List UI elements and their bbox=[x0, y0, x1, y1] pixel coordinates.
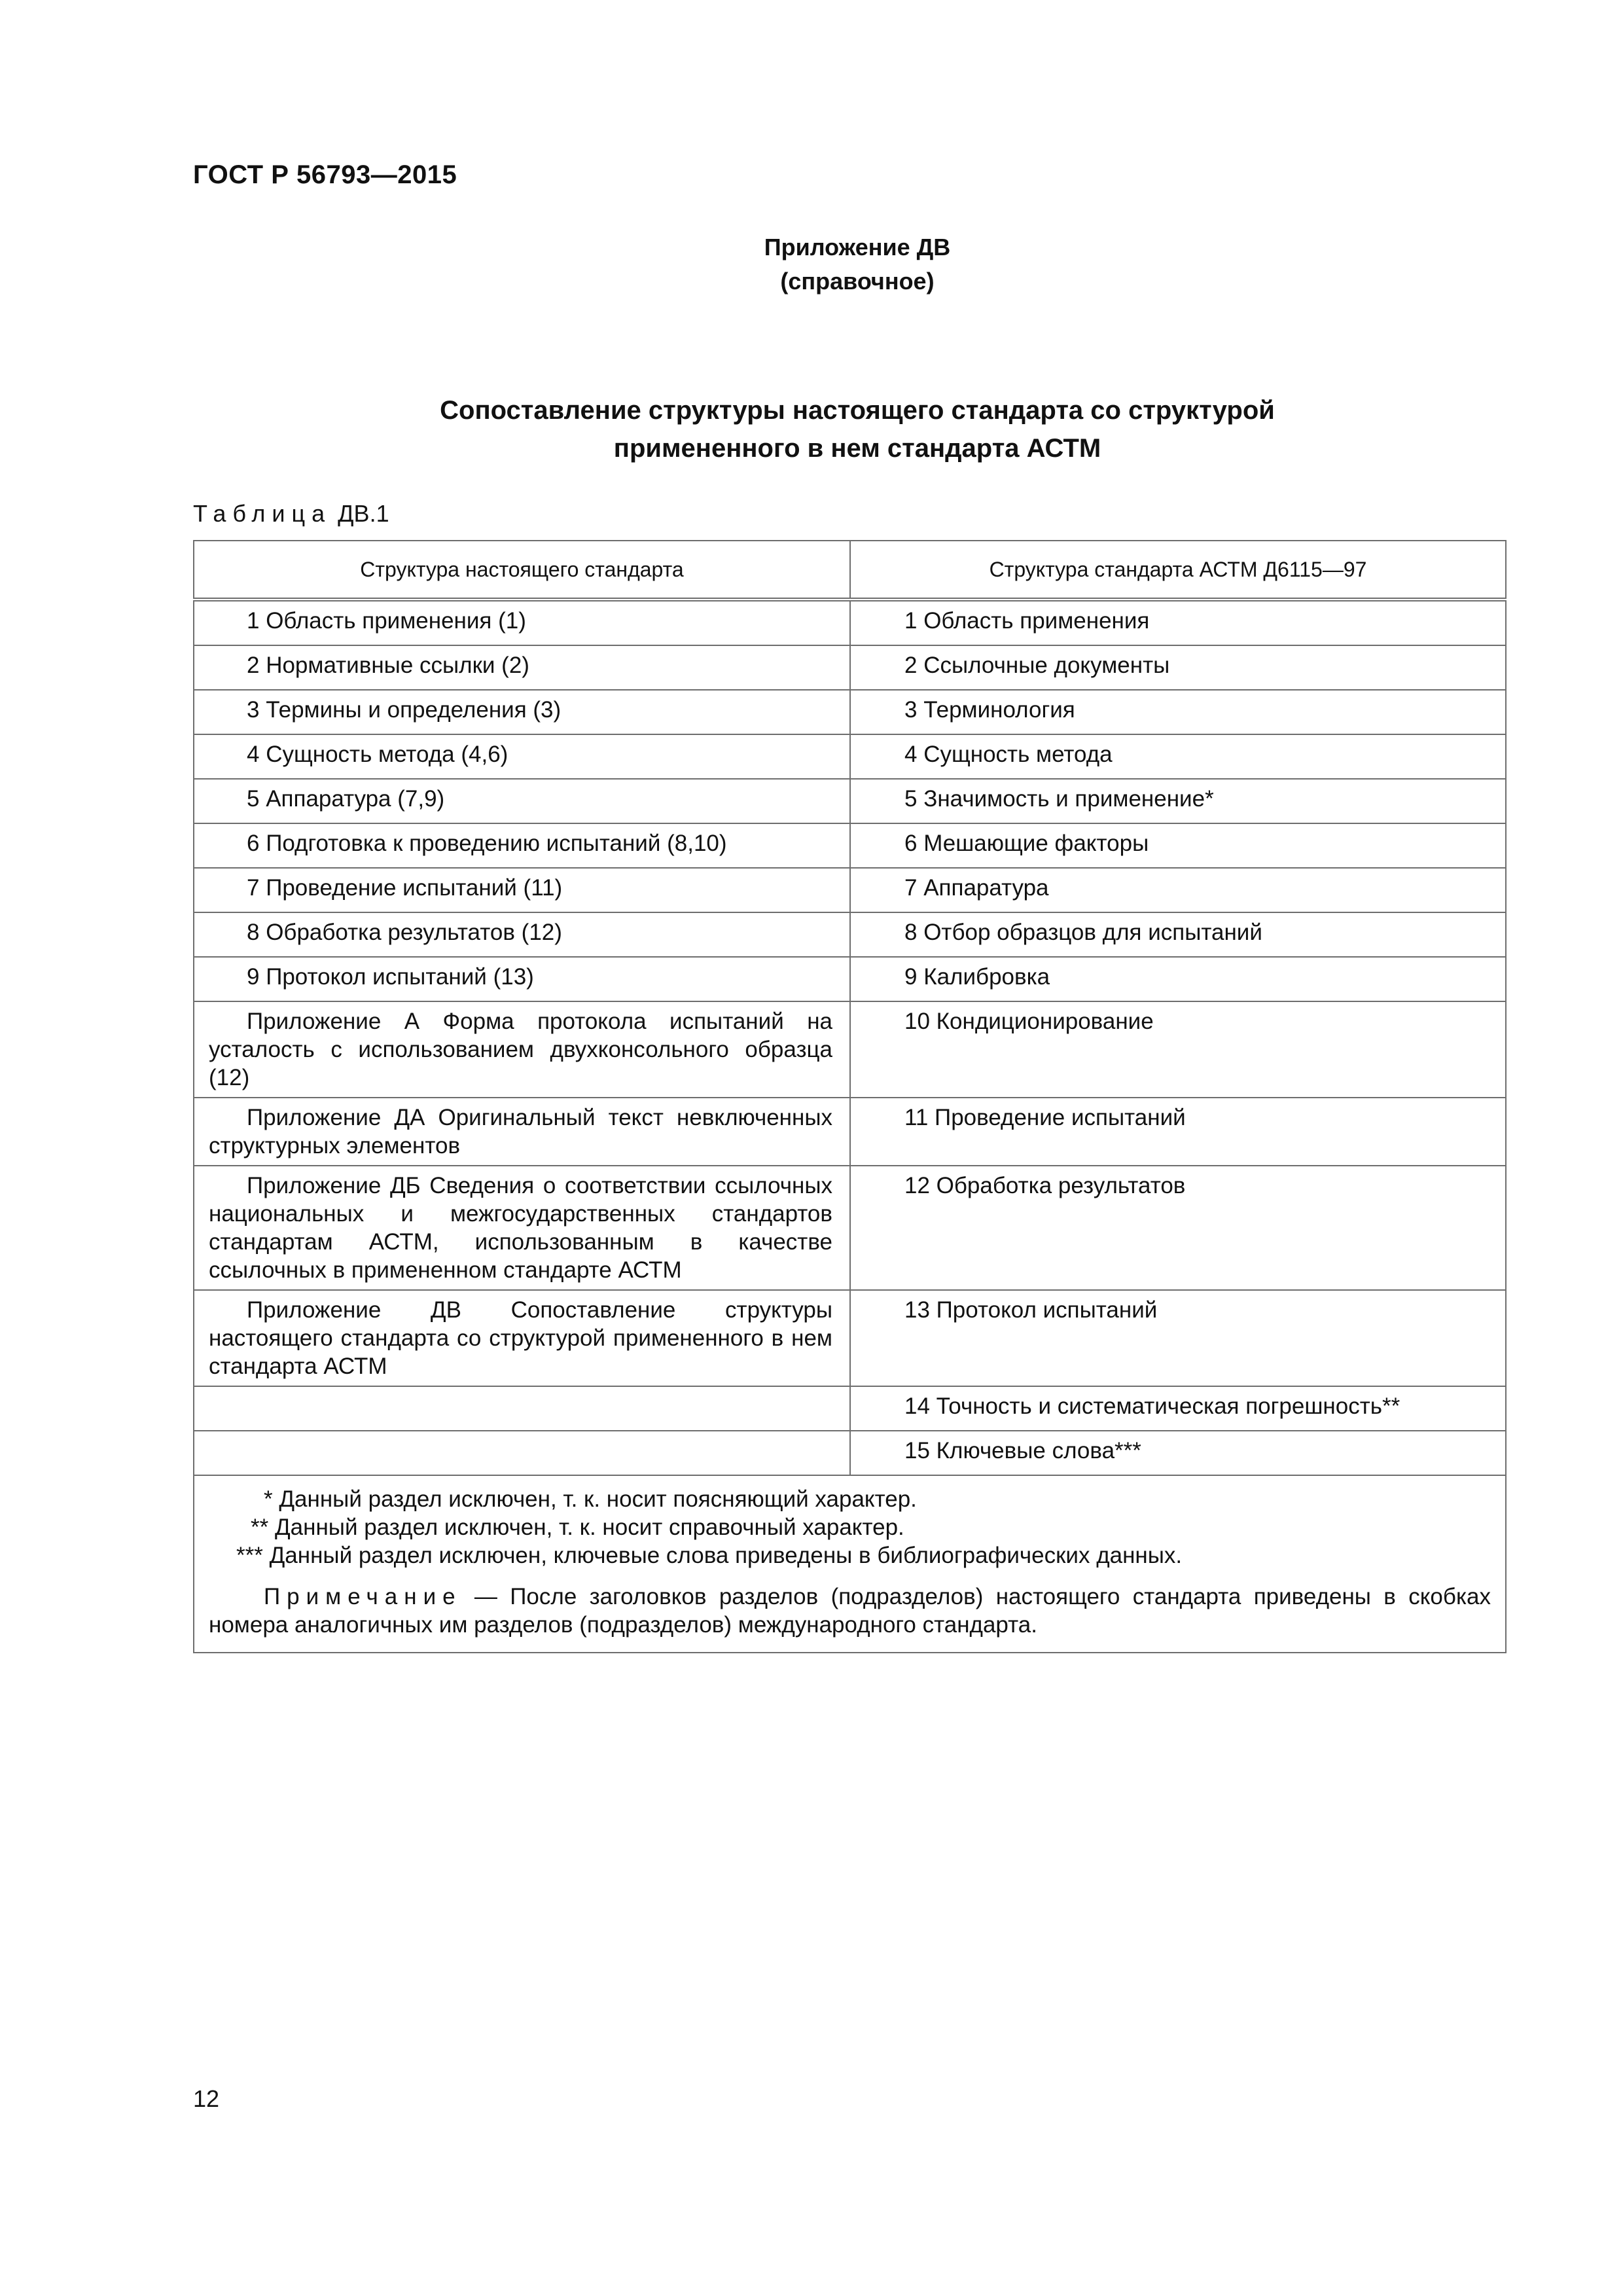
cell-text: 6 Подготовка к проведению испытаний (8,10) bbox=[247, 831, 727, 856]
comparison-table bbox=[193, 540, 1507, 1653]
cell-text: Приложение А Форма протокола испытаний на усталость с использованием двухконсольного образца (12) bbox=[209, 1009, 832, 1090]
cell-astm-structure: 11 Проведение испытаний bbox=[850, 1098, 1506, 1166]
table-row bbox=[194, 1290, 1506, 1386]
footnote: *** Данный раздел исключен, ключевые слова приведены в библиографических данных. bbox=[236, 1543, 1183, 1568]
table-footnotes bbox=[194, 1475, 1506, 1653]
cell-current-structure bbox=[194, 690, 850, 734]
cell-current-structure bbox=[194, 645, 850, 690]
cell-current-structure bbox=[194, 823, 850, 868]
table-label bbox=[193, 500, 389, 528]
cell-current-structure bbox=[194, 1431, 850, 1475]
footnote: * Данный раздел исключен, т. к. носит поясняющий характер. bbox=[264, 1486, 917, 1512]
table-row bbox=[194, 1001, 1506, 1098]
cell-current-structure bbox=[194, 779, 850, 823]
page-number: 12 bbox=[193, 2085, 220, 2112]
cell-astm-structure: 9 Калибровка bbox=[850, 957, 1506, 1001]
cell-current-structure bbox=[194, 734, 850, 779]
appendix-title: Приложение ДВ bbox=[764, 234, 951, 260]
table-footnotes-row bbox=[194, 1475, 1506, 1653]
table-row bbox=[194, 1098, 1506, 1166]
table-row bbox=[194, 868, 1506, 912]
cell-astm-structure: 8 Отбор образцов для испытаний bbox=[850, 912, 1506, 957]
cell-current-structure bbox=[194, 1098, 850, 1166]
table-row bbox=[194, 600, 1506, 645]
cell-current-structure bbox=[194, 1386, 850, 1431]
table-label-word: Таблица bbox=[193, 500, 332, 527]
table-body bbox=[194, 600, 1506, 1475]
table-row bbox=[194, 734, 1506, 779]
column-header-astm: Структура стандарта АСТМ Д6115—97 bbox=[850, 541, 1506, 600]
table-row bbox=[194, 1386, 1506, 1431]
cell-astm-structure: 15 Ключевые слова*** bbox=[850, 1431, 1506, 1475]
column-header-current: Структура настоящего стандарта bbox=[194, 541, 850, 600]
cell-current-structure bbox=[194, 1001, 850, 1098]
cell-astm-structure: 2 Ссылочные документы bbox=[850, 645, 1506, 690]
cell-astm-structure: 7 Аппаратура bbox=[850, 868, 1506, 912]
cell-current-structure bbox=[194, 957, 850, 1001]
cell-text: 1 Область применения (1) bbox=[247, 608, 526, 634]
cell-astm-structure: 1 Область применения bbox=[850, 600, 1506, 645]
cell-text: Приложение ДБ Сведения о соответствии ссылочных национальных и межгосударственных стандартов стандартам АСТМ, использованным в качестве ссылочных в примененном стандарте АСТМ bbox=[209, 1173, 832, 1283]
cell-text: 5 Аппаратура (7,9) bbox=[247, 786, 445, 812]
cell-text: 2 Нормативные ссылки (2) bbox=[247, 653, 529, 678]
table-label-number: ДВ.1 bbox=[338, 500, 389, 527]
table-row bbox=[194, 957, 1506, 1001]
cell-text: 7 Проведение испытаний (11) bbox=[247, 875, 563, 901]
main-title-line-1: Сопоставление структуры настоящего стандарта со структурой bbox=[440, 396, 1275, 425]
appendix-subtitle: (справочное) bbox=[780, 268, 935, 295]
cell-astm-structure: 4 Сущность метода bbox=[850, 734, 1506, 779]
cell-text: 4 Сущность метода (4,6) bbox=[247, 742, 508, 767]
cell-text: Приложение ДВ Сопоставление структуры настоящего стандарта со структурой примененного в нем стандарта АСТМ bbox=[209, 1297, 832, 1379]
note-label: Примечание bbox=[264, 1584, 462, 1609]
appendix-heading bbox=[0, 230, 1623, 298]
cell-text: 3 Термины и определения (3) bbox=[247, 697, 562, 723]
cell-current-structure bbox=[194, 868, 850, 912]
cell-text: Приложение ДА Оригинальный текст невключенных структурных элементов bbox=[209, 1105, 832, 1158]
footnote: ** Данный раздел исключен, т. к. носит справочный характер. bbox=[251, 1515, 904, 1540]
cell-astm-structure: 5 Значимость и применение* bbox=[850, 779, 1506, 823]
cell-astm-structure: 13 Протокол испытаний bbox=[850, 1290, 1506, 1386]
cell-current-structure bbox=[194, 1290, 850, 1386]
document-header: ГОСТ Р 56793—2015 bbox=[193, 160, 457, 189]
table-row bbox=[194, 1166, 1506, 1290]
note-text: — После заголовков разделов (подразделов) настоящего стандарта приведены в скобках номера аналогичных им разделов (подразделов) международного стандарта. bbox=[209, 1584, 1491, 1638]
table-row bbox=[194, 690, 1506, 734]
table-header-row bbox=[194, 541, 1506, 600]
table-row bbox=[194, 1431, 1506, 1475]
cell-astm-structure: 6 Мешающие факторы bbox=[850, 823, 1506, 868]
cell-astm-structure: 3 Терминология bbox=[850, 690, 1506, 734]
cell-current-structure bbox=[194, 600, 850, 645]
table-row bbox=[194, 912, 1506, 957]
table-row bbox=[194, 823, 1506, 868]
table-row bbox=[194, 779, 1506, 823]
cell-astm-structure: 12 Обработка результатов bbox=[850, 1166, 1506, 1290]
cell-text: 8 Обработка результатов (12) bbox=[247, 920, 562, 945]
cell-current-structure bbox=[194, 912, 850, 957]
cell-current-structure bbox=[194, 1166, 850, 1290]
main-title-line-2: примененного в нем стандарта АСТМ bbox=[613, 434, 1101, 463]
main-title bbox=[0, 391, 1623, 467]
cell-astm-structure: 14 Точность и систематическая погрешность** bbox=[850, 1386, 1506, 1431]
table-note bbox=[209, 1583, 1491, 1639]
cell-astm-structure: 10 Кондиционирование bbox=[850, 1001, 1506, 1098]
cell-text: 9 Протокол испытаний (13) bbox=[247, 964, 534, 990]
table-row bbox=[194, 645, 1506, 690]
